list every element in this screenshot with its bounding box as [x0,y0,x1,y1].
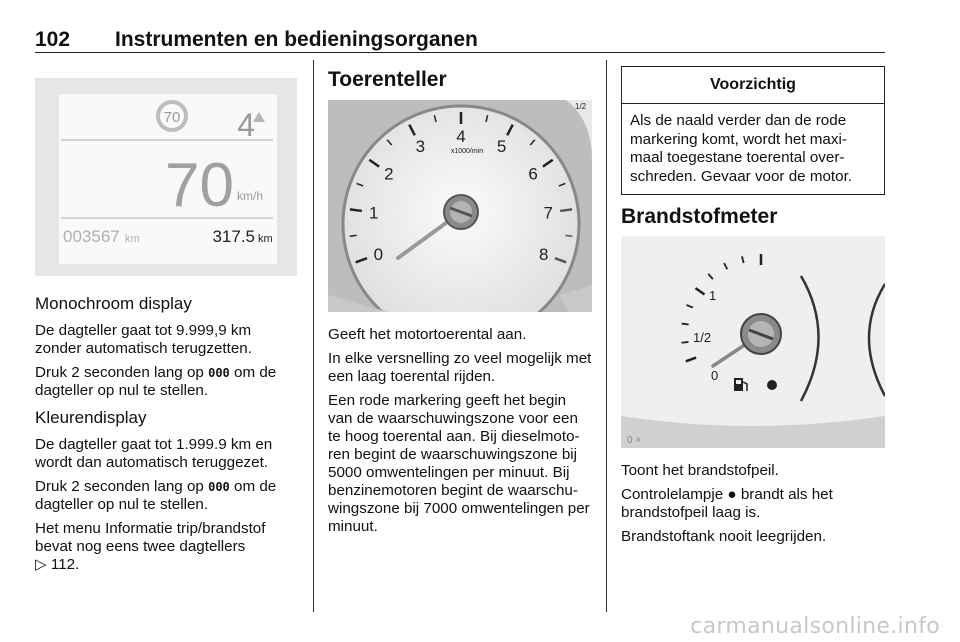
tick-label: 0 [373,245,384,265]
caution-box [621,66,885,195]
tachometer-unit: x1000/min [450,148,484,155]
speed-unit: km/h [237,189,264,203]
fuel-half-mark: 1/2 [693,330,712,345]
heading-monochrome-display: Monochroom display [35,294,192,313]
tick-label: 4 [456,127,466,146]
fuel-gauge-figure [621,236,885,448]
page-number: 102 [35,28,71,51]
left-column [35,294,297,580]
paragraph: Een rode markering geeft het begin van de waarschuwingszone voor een te hoog toerental aan. Bij dieselmoto-ren begint de waarschuwingszone bij 5000 omwentelingen per minuut. Bij benzinemotoren begint de waarschu-wingszone bij 7000 omwentelingen per minuut. [328,392,590,535]
odometer-value: 003567 [63,227,120,246]
reset-key-icon: 000 [208,480,230,494]
watermark: carmanualsonline.info [690,614,940,639]
tick-label: 2 [384,164,394,184]
odometer-unit: km [125,233,140,245]
tachometer-figure [328,100,592,312]
speed-value: 70 [165,151,234,220]
low-fuel-indicator-icon [767,380,777,390]
speed-limit-value: 70 [163,109,181,126]
minor-tick [682,324,689,325]
monochrome-display-figure [35,78,297,276]
low-fuel-lamp-icon: ● [727,486,737,503]
paragraph: Toont het brandstofpeil. [621,462,779,479]
svg-text:0 ×: 0 × [627,435,642,446]
tick-label: 8 [538,245,549,265]
minor-tick [350,235,357,236]
fuel-full-mark: 1 [709,288,717,303]
paragraph: Controlelampje ● brandt als het brandstofpeil laag is. [621,486,833,521]
paragraph: Het menu Informatie trip/brandstof bevat nog eens twee dagtellers ▷ 112. [35,520,266,573]
trip-unit: km [258,233,273,245]
heading-fuel-gauge: Brandstofmeter [621,205,778,228]
tick-label: 1 [369,203,379,223]
middle-column-text [328,326,593,542]
right-column-text [621,462,886,552]
page-reference-link[interactable]: ▷ 112. [35,556,80,573]
page-header [35,22,885,53]
tick-label: 7 [543,203,553,223]
column-divider [606,60,607,612]
page-title: Instrumenten en bedieningsorganen [115,28,478,51]
paragraph: De dagteller gaat tot 9.999,9 km zonder automatisch terugzetten. [35,322,252,357]
minor-tick [681,342,688,343]
reset-key-icon: 000 [208,366,230,380]
minor-tick [565,235,572,236]
paragraph: In elke versnelling zo veel mogelijk met een laag toerental rijden. [328,350,592,385]
heading-tachometer: Toerenteller [328,68,447,91]
middle-heading-wrap [328,68,593,92]
paragraph: Druk 2 seconden lang op 000 om de dagteller op nul te stellen. [35,478,277,513]
tick-label: 5 [496,136,507,156]
paragraph: Geeft het motortoerental aan. [328,326,527,343]
column-divider [313,60,314,612]
fuel-half-mark: 1/2 [575,102,587,111]
paragraph: Druk 2 seconden lang op 000 om de dagteller op nul te stellen. [35,364,277,399]
caution-text: Als de naald verder dan de rode markering komt, wordt het maxi-maal toegestane toerental over-schreden. Gevaar voor de motor. [630,112,853,185]
paragraph: De dagteller gaat tot 1.999.9 km en wordt dan automatisch teruggezet. [35,436,273,471]
trip-value: 317.5 [212,227,255,246]
caution-title: Voorzichtig [622,67,884,104]
major-tick [560,209,572,211]
tick-label: 6 [528,164,538,184]
fuel-empty-mark: 0 [711,368,719,383]
heading-color-display: Kleurendisplay [35,408,147,427]
major-tick [350,209,362,211]
paragraph: Brandstoftank nooit leegrijden. [621,528,827,545]
tick-label: 3 [415,136,426,156]
right-heading-wrap [621,205,886,229]
gear-indicator: 4 [237,107,255,143]
